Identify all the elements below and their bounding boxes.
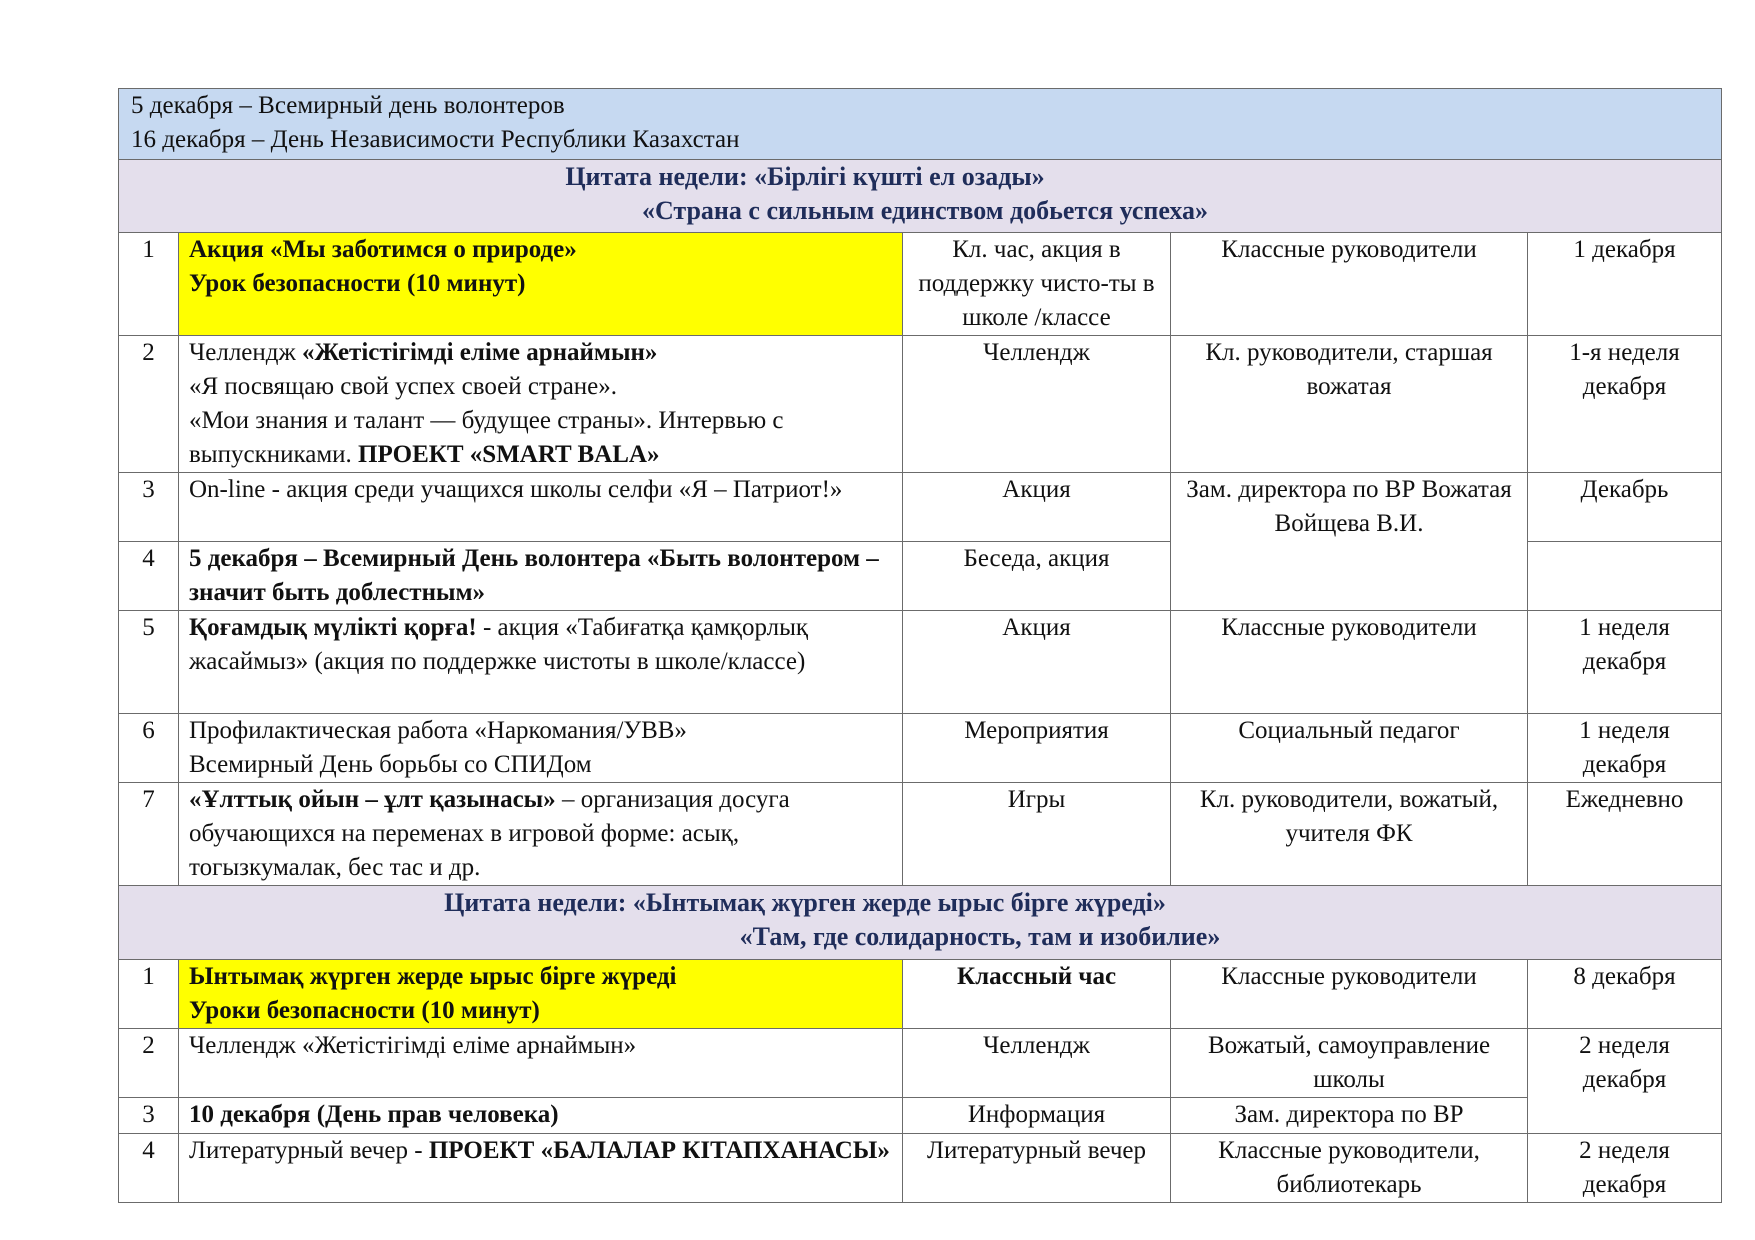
row-number: 7 (119, 783, 179, 886)
row-number: 2 (119, 336, 179, 473)
row-number: 4 (119, 1134, 179, 1203)
responsible-cell: Социальный педагог (1171, 714, 1528, 783)
form-cell: Классный час (903, 960, 1171, 1029)
table-row (119, 1134, 1722, 1203)
row-number: 5 (119, 611, 179, 714)
holiday-line: 5 декабря – Всемирный день волонтеров (131, 92, 565, 119)
project-name: ПРОЕКТ «SMART BALA» (358, 441, 660, 468)
week1-quote-ru: «Страна с сильным единством добьется успеха» (641, 196, 1209, 225)
activity-text: Ынтымақ жүрген жерде ырыс бірге жүреді (189, 963, 677, 990)
row-number: 6 (119, 714, 179, 783)
table-row (119, 233, 1722, 336)
date-cell: 8 декабря (1528, 960, 1722, 1029)
form-cell: Акция (903, 473, 1171, 542)
form-cell: Игры (903, 783, 1171, 886)
holidays-cell (119, 89, 1722, 160)
activity-cell (179, 611, 903, 714)
form-cell: Челлендж (903, 336, 1171, 473)
week2-quote-kz: Цитата недели: «Ынтымақ жүрген жерде ырыс бірге жүреді» (444, 888, 1166, 917)
activity-text: - акция «Табиғатқа қамқорлық жасаймыз» (акция по поддержке чистоты в школе/классе) (189, 614, 809, 675)
responsible-cell: Классные руководители (1171, 233, 1528, 336)
responsible-cell: Зам. директора по ВР (1171, 1098, 1528, 1134)
activity-text: Всемирный День борьбы со СПИДом (189, 751, 592, 778)
table-row (119, 336, 1722, 473)
row-number: 4 (119, 542, 179, 611)
week2-quote-row (119, 886, 1722, 960)
holidays-row (119, 89, 1722, 160)
form-cell: Кл. час, акция в поддержку чисто-ты в школе /классе (903, 233, 1171, 336)
activity-cell (179, 336, 903, 473)
activity-cell: 10 декабря (День прав человека) (179, 1098, 903, 1134)
table-row (119, 473, 1722, 542)
december-plan-table (118, 88, 1722, 1203)
project-name: ПРОЕКТ «БАЛАЛАР КІТАПХАНАСЫ» (428, 1137, 890, 1164)
activity-cell (179, 960, 903, 1029)
form-cell: Беседа, акция (903, 542, 1171, 611)
form-cell: Литературный вечер (903, 1134, 1171, 1203)
form-cell: Мероприятия (903, 714, 1171, 783)
date-cell: 1 неделя декабря (1528, 714, 1722, 783)
activity-cell: Челлендж «Жетістігімді еліме арнаймын» (179, 1029, 903, 1098)
date-cell: 1-я неделя декабря (1528, 336, 1722, 473)
activity-text-bold: Қоғамдық мүлікті қорға! (189, 614, 477, 641)
activity-text: «Мои знания и талант — будущее страны». Интервью с выпускниками. (189, 407, 784, 468)
table-row (119, 1029, 1722, 1098)
responsible-cell: Кл. руководители, вожатый, учителя ФК (1171, 783, 1528, 886)
form-cell: Челлендж (903, 1029, 1171, 1098)
activity-cell (179, 783, 903, 886)
date-cell: 1 декабря (1528, 233, 1722, 336)
date-cell: 2 неделя декабря (1528, 1134, 1722, 1203)
activity-text: Профилактическая работа «Наркомания/УВВ» (189, 717, 687, 744)
date-cell: Декабрь (1528, 473, 1722, 542)
responsible-cell: Классные руководители (1171, 611, 1528, 714)
date-cell-empty (1528, 542, 1722, 611)
week2-quote-cell (119, 886, 1722, 960)
activity-text: – организация досуга обучающихся на переменах в игровой форме: асық, тогызкумалак, бес тас и др. (189, 786, 790, 881)
activity-text: Литературный вечер - (189, 1137, 429, 1164)
row-number: 3 (119, 473, 179, 542)
activity-text: Акция «Мы заботимся о природе» (189, 236, 577, 263)
holiday-line: 16 декабря – День Независимости Республики Казахстан (131, 126, 740, 153)
week1-quote-kz: Цитата недели: «Бірлігі күшті ел озады» (565, 162, 1045, 191)
activity-text: Челлендж (189, 339, 303, 366)
responsible-cell: Зам. директора по ВР Вожатая Войщева В.И. (1171, 473, 1528, 611)
date-cell: 2 неделя декабря (1528, 1029, 1722, 1134)
row-number: 2 (119, 1029, 179, 1098)
row-number: 1 (119, 233, 179, 336)
row-number: 3 (119, 1098, 179, 1134)
form-cell: Информация (903, 1098, 1171, 1134)
table-row (119, 960, 1722, 1029)
responsible-cell: Классные руководители, библиотекарь (1171, 1134, 1528, 1203)
table-row (119, 1098, 1722, 1134)
week1-quote-row (119, 160, 1722, 233)
activity-cell (179, 233, 903, 336)
date-cell: 1 неделя декабря (1528, 611, 1722, 714)
row-number: 1 (119, 960, 179, 1029)
responsible-cell: Кл. руководители, старшая вожатая (1171, 336, 1528, 473)
week2-quote-ru: «Там, где солидарность, там и изобилие» (739, 922, 1221, 951)
activity-cell (179, 714, 903, 783)
activity-text: Уроки безопасности (10 минут) (189, 997, 540, 1024)
table-row (119, 783, 1722, 886)
activity-text: Урок безопасности (10 минут) (189, 270, 526, 297)
form-cell: Акция (903, 611, 1171, 714)
responsible-cell: Вожатый, самоуправление школы (1171, 1029, 1528, 1098)
activity-text-bold: «Ұлттық ойын – ұлт қазынасы» (189, 786, 556, 813)
table-row (119, 611, 1722, 714)
responsible-cell: Классные руководители (1171, 960, 1528, 1029)
table-row (119, 714, 1722, 783)
date-cell: Ежедневно (1528, 783, 1722, 886)
activity-cell: On-line - акция среди учащихся школы селфи «Я – Патриот!» (179, 473, 903, 542)
activity-cell: 5 декабря – Всемирный День волонтера «Быть волонтером – значит быть доблестным» (179, 542, 903, 611)
activity-text: «Я посвящаю свой успех своей стране». (189, 373, 618, 400)
activity-cell (179, 1134, 903, 1203)
week1-quote-cell (119, 160, 1722, 233)
activity-text-bold: «Жетістігімді еліме арнаймын» (302, 339, 658, 366)
